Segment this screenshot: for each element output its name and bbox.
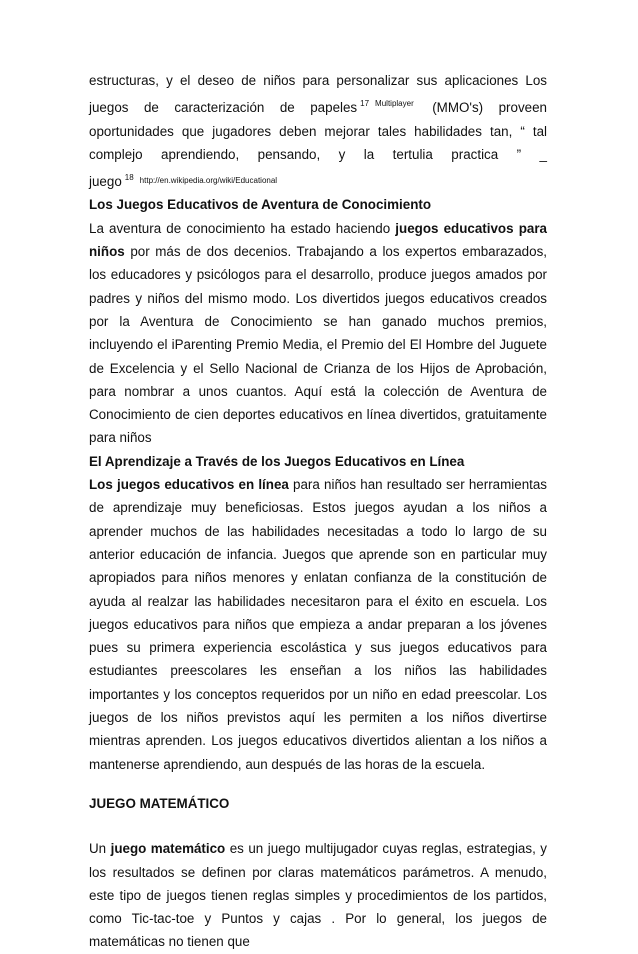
text: estructuras, y el deseo de niños para personalizar sus aplicaciones Los juegos de caracterización de papeles bbox=[89, 73, 547, 116]
paragraph-mmo bbox=[89, 69, 547, 193]
paragraph-aventura bbox=[89, 217, 547, 450]
footnote-url: http://en.wikipedia.org/wiki/Educational bbox=[139, 176, 278, 186]
paragraph-aprendizaje bbox=[89, 473, 547, 776]
text: para niños han resultado ser herramientas de aprendizaje muy beneficiosas. Estos juegos ayudan a los niños a aprender muchos de las habilidades necesitadas a todo lo largo de su anterior educación de infancia. Juegos que aprende son en particular muy apropiados para niños menores y enlatan confianza de la constitución de ayuda al realzar las habilidades necesitaron para el éxito en escuela. Los juegos educativos para niños que empieza a andar preparan a los jóvenes pues su primera experiencia escolástica y sus juegos educativos para estudiantes preescolares les enseñan a los niños las habilidades importantes y los conceptos requeridos por un niño en edad preescolar. Los juegos de los niños previstos aquí les permiten a los niños divertirse mientras aprenden. Los juegos educativos divertidos alientan a los niños a mantenerse aprendiendo, aun después de las horas de la escuela. bbox=[89, 477, 548, 772]
document-page bbox=[89, 69, 547, 954]
heading-aprendizaje: El Aprendizaje a Través de los Juegos Educativos en Línea bbox=[89, 453, 465, 469]
footnote-ref-18: 18 bbox=[124, 173, 134, 183]
paragraph-juego-matematico bbox=[89, 837, 547, 953]
bold-text: juego matemático bbox=[110, 841, 226, 857]
footnote-ref-17: 17 bbox=[360, 99, 370, 109]
text: Un bbox=[89, 841, 111, 857]
heading-aventura: Los Juegos Educativos de Aventura de Conocimiento bbox=[89, 197, 432, 213]
bold-text: Los juegos educativos en línea bbox=[89, 477, 289, 493]
text: es un juego multijugador cuyas reglas, estrategias, y los resultados se definen por claras matemáticos parámetros. A menudo, este tipo de juegos tienen reglas simples y procedimientos de los partidos, como Tic-tac-toe y Puntos y cajas . Por lo general, los juegos de matemáticas no tienen que bbox=[89, 841, 547, 950]
section-title: JUEGO MATEMÁTICO bbox=[89, 795, 230, 811]
footnote-word: Multiplayer bbox=[375, 99, 414, 109]
text: (MMO's) proveen oportunidades que jugadores deben mejorar tales habilidades tan, “ tal complejo aprendiendo, pensando, y la tertulia practica ” _ juego bbox=[89, 100, 547, 190]
text: por más de dos decenios. Trabajando a los expertos embarazados, los educadores y psicólogos para el desarrollo, produce juegos amados por padres y niños del mismo modo. Los divertidos juegos educativos creados por la Aventura de Conocimiento se han ganado muchos premios, incluyendo el iParenting Premio Media, el Premio del El Hombre del Juguete de Excelencia y el Sello Nacional de Crianza de los Hijos de Aprobación, para nombrar a unos cuantos. Aquí está la colección de Aventura de Conocimiento de cien deportes educativos en línea divertidos, gratuitamente para niños bbox=[89, 244, 547, 446]
text: La aventura de conocimiento ha estado haciendo bbox=[89, 220, 396, 236]
bold-text: juegos educativos para niños bbox=[89, 220, 547, 260]
